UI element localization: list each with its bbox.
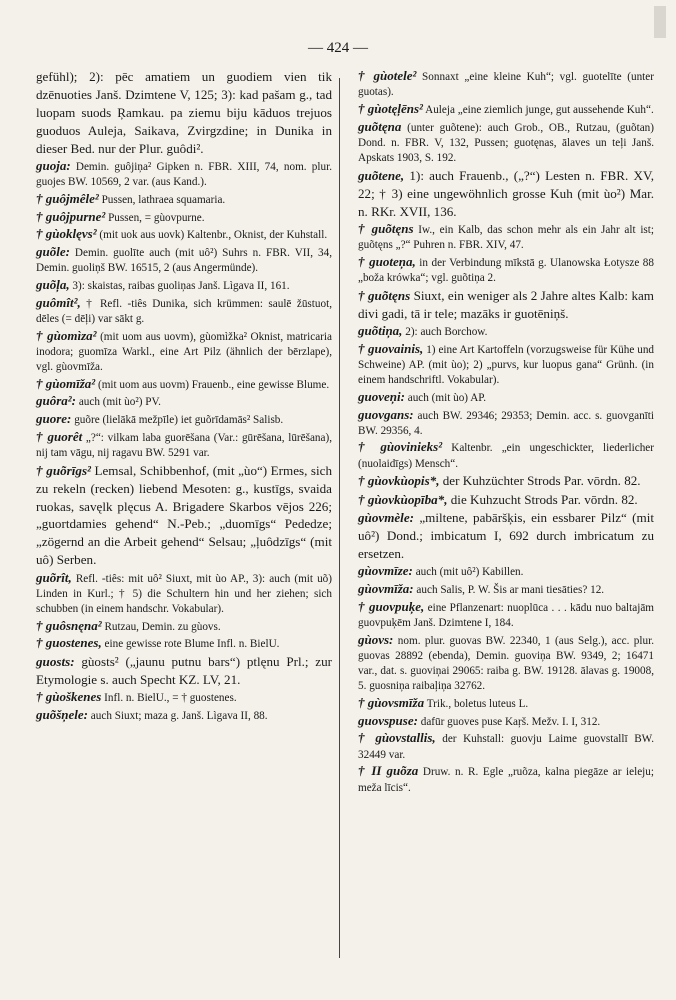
- entry-headword: guore:: [36, 411, 72, 427]
- entry-headword: † gùoklęvs²: [36, 226, 97, 242]
- entry-headword: † guoteņa,: [358, 253, 416, 269]
- dictionary-entry: [358, 167, 654, 221]
- entry-headword: † gùovinieks²: [358, 439, 443, 455]
- dictionary-entry: [358, 323, 654, 340]
- dictionary-entry: [358, 407, 654, 439]
- entry-headword: guõtene,: [358, 167, 405, 183]
- entry-headword: † guõrīgs²: [36, 462, 91, 478]
- dictionary-entry: [36, 226, 332, 243]
- dictionary-entry: [36, 376, 332, 393]
- entry-headword: † gùovstallis,: [358, 730, 436, 746]
- dictionary-entry: [358, 730, 654, 762]
- entry-headword: † gùovkùopība*,: [358, 491, 448, 507]
- entry-headword: guôra²:: [36, 393, 77, 409]
- entry-text: auch Salis, P. W. Šis ar mani tiesāties? 12.: [413, 584, 605, 597]
- entry-headword: gùovs:: [358, 631, 394, 647]
- dictionary-entry: [358, 68, 654, 100]
- entry-text: auch (mit uô²) Kabillen.: [412, 566, 524, 579]
- entry-text: auch (mit ùo²) PV.: [76, 396, 161, 409]
- entry-headword: gùovmīze:: [358, 563, 413, 579]
- entry-headword: † guovpuķe,: [358, 598, 425, 614]
- dictionary-entry: [36, 411, 332, 428]
- entry-text: auch BW. 29346; 29353; Demin. acc. s. guovganīti BW. 29356, 4.: [358, 409, 654, 437]
- entry-headword: guosts:: [36, 654, 75, 670]
- entry-text: die Kuhzucht Strods Par. vōrdn. 82.: [447, 491, 638, 507]
- entry-headword: † guôjmêle²: [36, 190, 99, 206]
- dictionary-entry: [358, 713, 654, 730]
- right-column: [358, 68, 654, 796]
- dictionary-entry: [358, 491, 654, 509]
- dictionary-entry: [358, 389, 654, 406]
- entry-headword: † guovainis,: [358, 340, 424, 356]
- dictionary-entry: [36, 618, 332, 635]
- dictionary-entry: [36, 158, 332, 190]
- entry-text: Trik., boletus luteus L.: [424, 698, 529, 711]
- dictionary-entry: [36, 462, 332, 569]
- entry-text: (unter guõtene): auch Grob., OB., Rutzau, (guõtan) Dond. n. FBR. V, 132, Pussen; guotęnas, ālaves un teļi Janš. Apskats 1903, S. 192.: [358, 121, 654, 165]
- entry-text: der Kuhstall: guovju Laime guovstallī BW. 32449 var.: [358, 733, 654, 761]
- dictionary-entry: [358, 763, 654, 795]
- entry-headword: guõtiņa,: [358, 323, 403, 339]
- dictionary-entry: [36, 635, 332, 652]
- entry-headword: † guõtęns: [358, 287, 411, 303]
- entry-headword: † gùovkùopis*,: [358, 473, 440, 489]
- entry-text: gefühl); 2): pēc amatiem un guodiem vien tik dzēnuoties Janš. Dzimtene V, 125; 3): kad pašam g., tad luopam suods Ŗamkau. pa ziemu biju kāduos trejuos guoduos Auleja, Saikava, Zvirgzdine; in Dunika in dieser Bed. nur der Plur. guôdi².: [36, 69, 332, 156]
- entry-headword: † gùomìza²: [36, 327, 97, 343]
- dictionary-entry: [36, 429, 332, 461]
- entry-headword: † guôjpurne²: [36, 208, 106, 224]
- entry-headword: † gùomīža²: [36, 375, 96, 391]
- column-divider: [339, 78, 340, 958]
- dictionary-entry: [36, 244, 332, 276]
- entry-text: eine gewisse rote Blume Infl. n. BielU.: [101, 638, 280, 651]
- entry-headword: † gùoškenes: [36, 689, 102, 705]
- entry-headword: guoja:: [36, 158, 71, 174]
- dictionary-entry: [36, 295, 332, 327]
- entry-headword: † gùovsmīža: [358, 695, 425, 711]
- entry-text: guõre (lielākā mežpīle) iet guõrīdamās² Salisb.: [71, 414, 284, 427]
- entry-text: Pussen, lathraea squamaria.: [98, 193, 226, 206]
- dictionary-entry: [358, 101, 654, 118]
- entry-text: Rutzau, Demin. zu gùovs.: [101, 620, 221, 633]
- dictionary-entry: [36, 277, 332, 294]
- entry-text: 3): skaistas, raibas guoliņas Janš. Lìgava II, 161.: [69, 279, 290, 292]
- dictionary-entry: [358, 439, 654, 471]
- entry-text: (mit uom aus uovm) Frauenb., eine gewisse Blume.: [95, 378, 330, 391]
- entry-text: Druw. n. R. Egle „ruõza, kalna piegāze ar ieleju; meža līcis“.: [358, 766, 654, 794]
- entry-text: „?“: vilkam laba guorēšana (Var.: gūrēšana, lūrēšana), nij tam vāgu, nij ragavu BW. 5291 var.: [36, 431, 333, 459]
- dictionary-entry: [358, 254, 654, 286]
- dictionary-entry: [358, 632, 654, 695]
- entry-headword: † II guõza: [358, 763, 419, 779]
- entry-headword: gùovmèle:: [358, 510, 414, 526]
- dictionary-entry: [36, 707, 332, 724]
- entry-text: † Refl. -tiês Dunika, sich krümmen: saulē žūstuot, dēles (= dēļi) var sākt g.: [36, 297, 332, 325]
- dictionary-entry: [358, 287, 654, 323]
- entry-text: 2): auch Borchow.: [402, 326, 488, 339]
- entry-headword: gùovmīža:: [358, 581, 414, 597]
- dictionary-entry: [36, 393, 332, 410]
- dictionary-entry: [358, 581, 654, 598]
- entry-text: Lemsal, Schibbenhof, (mit „ùo“) Ermes, sich zu rekeln (recken) liebend Mesoten: g., kustīgs, svaida ruokas, savęlk plęcus A. Brigadere Skarbos vējos 226; „guortdamies gehend“ N.-Peb.; „duomīgs“ Pededze; „zögernd an die Arbeit gehend“ Selsau; „ļuôdzīgs“ (mit uô) Serben.: [36, 462, 332, 568]
- dictionary-entry: [358, 341, 654, 389]
- entry-text: Infl. n. BielU., = † guostenes.: [101, 692, 237, 705]
- entry-headword: guõtęna: [358, 118, 402, 134]
- entry-headword: † gùotęļēns²: [358, 100, 423, 116]
- dictionary-entry: [358, 472, 654, 490]
- entry-text: Demin. guôjiņa² Gipken n. FBR. XIII, 74, nom. plur. guojes BW. 10569, 2 var. (aus Kand.).: [36, 161, 332, 189]
- entry-text: Auleja „eine ziemlich junge, gut aussehende Kuh“.: [422, 103, 654, 116]
- dictionary-entry: [36, 689, 332, 706]
- entry-text: eine Pflanzenart: nuoplūca . . . kādu nuo baltajām guovpuķēm Janš. Dzimtene I, 184.: [358, 601, 654, 630]
- dictionary-entry: [358, 695, 654, 712]
- left-column: [36, 68, 332, 725]
- dictionary-entry: [36, 191, 332, 208]
- dictionary-entry: [358, 563, 654, 580]
- dictionary-entry: [358, 599, 654, 631]
- entry-text: Refl. -tiês: mit uô² Siuxt, mit ùo AP., 3): auch (mit uõ) Linden in Kurl.; † 5) die Schultern hin und her ziehen; sich schubben (in einem handschr. Vokabular).: [36, 572, 332, 616]
- entry-text: Sonnaxt „eine kleine Kuh“; vgl. guotelīte (unter guotas).: [358, 71, 654, 99]
- entry-text: (mit uok aus uovk) Kaltenbr., Oknist, der Kuhstall.: [96, 229, 328, 242]
- dictionary-entry: [358, 119, 654, 167]
- dictionary-entry: [358, 221, 654, 253]
- entry-text: (mit uom aus uovm), gùomìžka² Oknist, matricaria inodora; guomīza Warkl., eine Art Pilz (ähnlich der bērzlape), vgl. gùovmīža.: [36, 330, 332, 373]
- entry-headword: † gùotele²: [358, 68, 417, 83]
- entry-headword: † guõtęns: [358, 220, 414, 236]
- entry-text: gùosts² („jaunu putnu bars“) ptlęnu Prl.; zur Etymologie s. auch Specht KZ. LV, 21.: [36, 654, 332, 688]
- dictionary-entry: [36, 328, 332, 376]
- dictionary-entry: [36, 68, 332, 158]
- dictionary-entry: [36, 570, 332, 618]
- entry-text: nom. plur. guovas BW. 22340, 1 (aus Selg.), acc. plur. guovas 28892 (ebenda), Demin. guoviņa BW. 9349, 2; 16471 var., dat. s. guoviņai 29065: raiba g. BW. 19128. ālavas g. 19008, 5. guosniņa raibaļiņa 32762.: [358, 634, 654, 693]
- dictionary-entry: [358, 509, 654, 563]
- dictionary-entry: [36, 209, 332, 226]
- entry-headword: guovspuse:: [358, 712, 418, 728]
- entry-text: auch Siuxt; maza g. Janš. Lìgava II, 88.: [88, 710, 268, 723]
- entry-text: in der Verbindung mīkstā g. Ulanowska Łotysze 88 „boža krówka“; vgl. guõtiņa 2.: [358, 256, 654, 285]
- entry-headword: guõrît,: [36, 569, 72, 585]
- entry-headword: guõļa,: [36, 276, 70, 292]
- entry-text: 1): auch Frauenb., („?“) Lesten n. FBR. XV, 22; † 3) eine ungewöhnlich grosse Kuh (mit ùo²) Mar. n. RKr. XVII, 136.: [358, 167, 654, 219]
- entry-text: Kaltenbr. „ein ungeschickter, liederlicher (nuolaidīgs) Mensch“.: [358, 442, 654, 470]
- dictionary-entry: [36, 653, 332, 689]
- entry-text: auch (mit ùo) AP.: [404, 391, 487, 404]
- entry-headword: † guostenes,: [36, 635, 102, 651]
- entry-text: „miltene, pabāršķis, ein essbarer Pilz“ (mit uô²) Dond.; imbicatum I, 692 durch imbricatum zu ersetzen.: [358, 510, 654, 562]
- entry-headword: † guôsnęna²: [36, 617, 102, 633]
- entry-text: Siuxt, ein weniger als 2 Jahre altes Kalb: kam divi gadi, tā ir tele; mazāks ir guotēniņš.: [358, 287, 654, 321]
- entry-text: Pussen, = gùovpurne.: [105, 211, 205, 224]
- entry-headword: guoveņi:: [358, 388, 405, 404]
- entry-text: dafūr guoves puse Kaŗš. Mežv. I. I, 312.: [417, 715, 601, 728]
- entry-text: der Kuhzüchter Strods Par. vōrdn. 82.: [439, 473, 641, 489]
- entry-headword: guõle:: [36, 244, 70, 260]
- entry-text: Iw., ein Kalb, das schon mehr als ein Jahr alt ist; guõtęns „?“ Puhren n. FBR. XIV, 47.: [358, 223, 654, 252]
- entry-headword: guovgans:: [358, 406, 414, 422]
- page-corner-mark: [654, 6, 666, 38]
- entry-headword: guômît²,: [36, 294, 81, 310]
- entry-text: 1) eine Art Kartoffeln (vorzugsweise für Kühe und Schweine) AP. (mit ùo); 2) „purvs, kur luopus gana“ Grünh. (in einem handschriftl. Vokabular).: [358, 343, 655, 387]
- entry-headword: guõšņele:: [36, 707, 88, 723]
- entry-text: Demin. guolīte auch (mit uô²) Suhrs n. FBR. VII, 34, Demin. guoliņš BW. 16515, 2 (aus Angermünde).: [36, 247, 332, 275]
- entry-headword: † guorêt: [36, 428, 83, 444]
- page-number: — 424 —: [308, 40, 368, 56]
